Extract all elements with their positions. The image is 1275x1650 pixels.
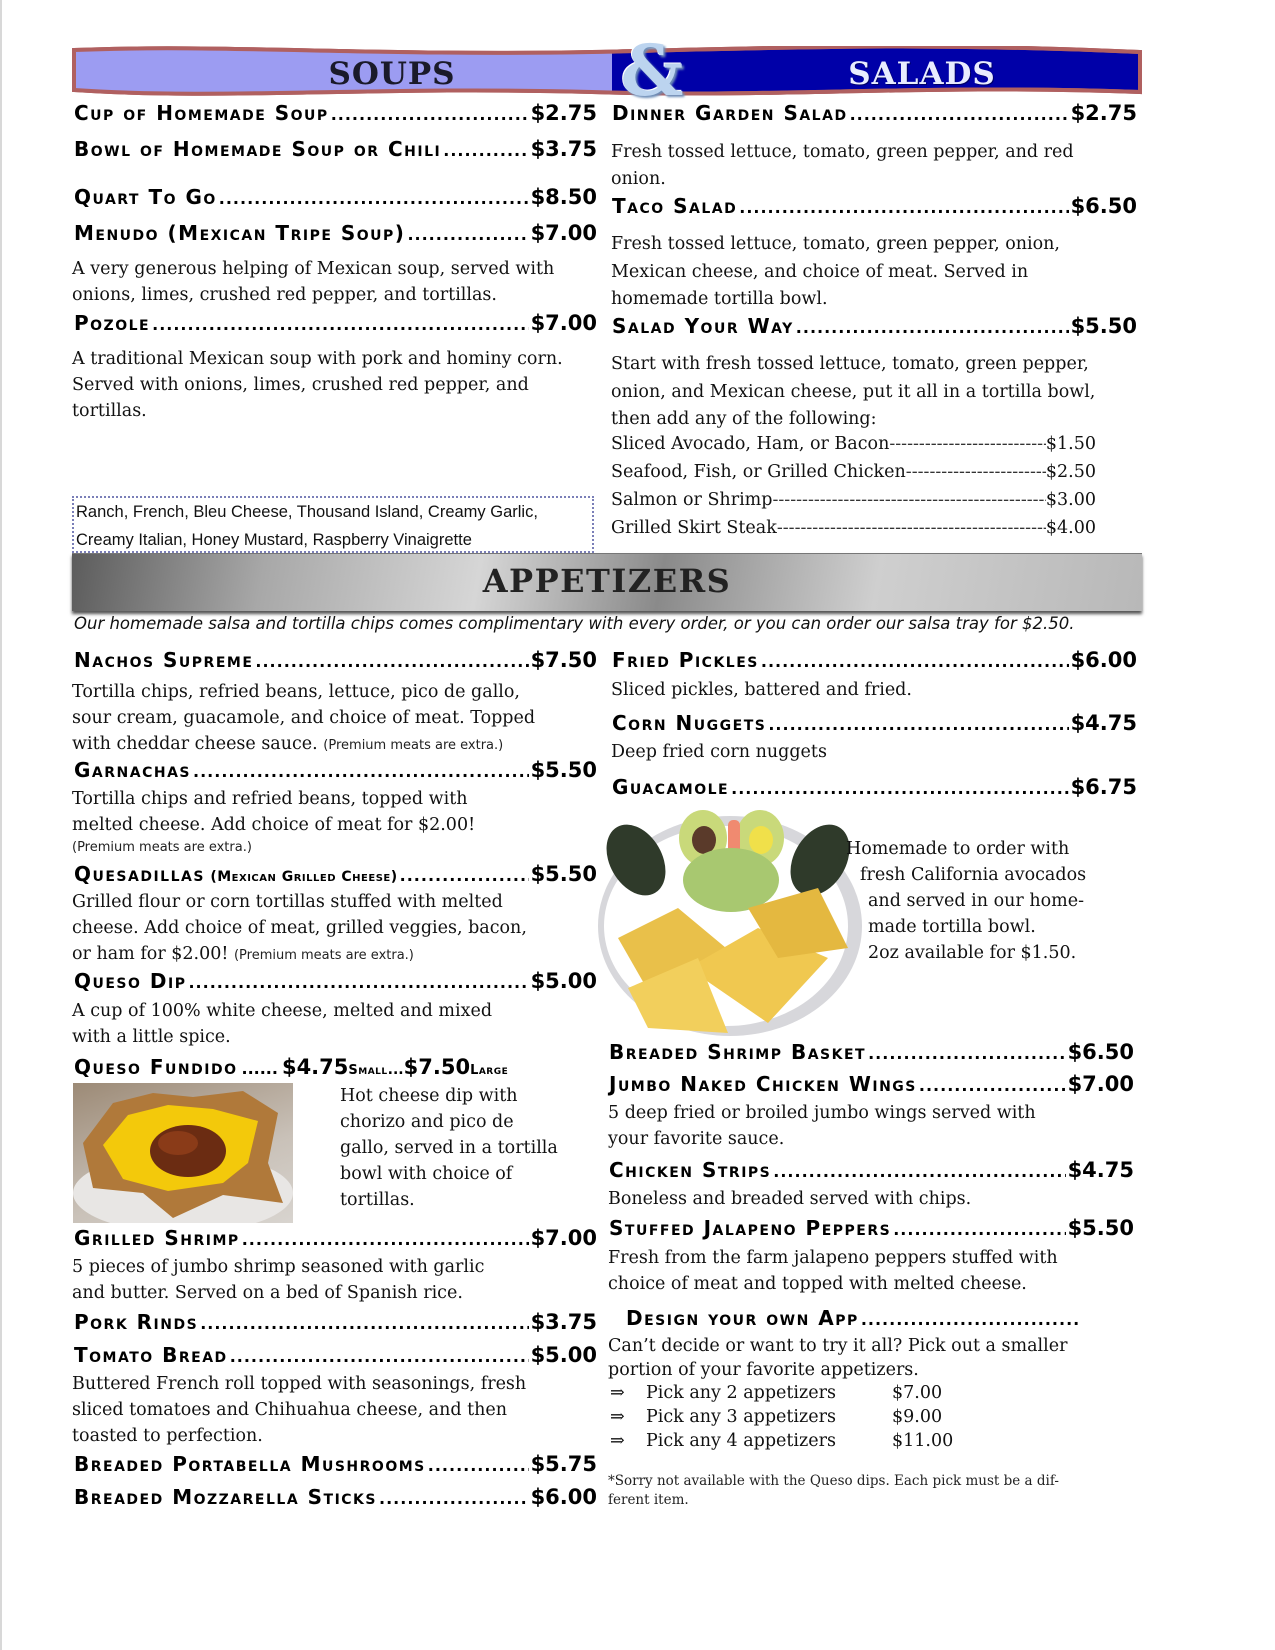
desc-line: Hot cheese dip with [340, 1086, 518, 1106]
addon-label: Salmon or Shrimp [611, 490, 773, 510]
item-name [74, 862, 398, 886]
menu-item-breaded-shrimp-basket [609, 1040, 1134, 1064]
menu-item-cup-soup [74, 101, 597, 125]
desc-line: sour cream, guacamole, and choice of meat. Topped [72, 708, 536, 728]
leader-dashes [777, 518, 1046, 538]
item-name: Cup of Homemade Soup [74, 101, 329, 125]
name-main: Quesadillas [74, 862, 205, 886]
desc-text: with cheddar cheese sauce. [72, 734, 324, 754]
pick-label: Pick any 4 appetizers [646, 1431, 836, 1451]
item-price: $3.75 [530, 1310, 597, 1334]
pick-option-2 [610, 1383, 942, 1403]
leader-dashes [889, 434, 1046, 454]
menu-item-taco-salad [612, 194, 1137, 218]
arrow-right-icon: ⇒ [610, 1407, 625, 1427]
leader-dots [379, 1489, 529, 1508]
desc-line: Buttered French roll topped with seasonings, fresh [72, 1374, 527, 1394]
desc-line: A cup of 100% white cheese, melted and mixed [72, 1001, 493, 1021]
dressing-line-2: Creamy Italian, Honey Mustard, Raspberry Vinaigrette [76, 531, 472, 549]
item-name: Grilled Shrimp [74, 1226, 240, 1250]
item-name: Tomato Bread [74, 1343, 228, 1367]
leader-dots [255, 652, 528, 671]
name-sub: (Mexican Grilled Cheese) [204, 869, 398, 885]
ampersand-graphic: & [620, 29, 684, 112]
item-description-garnachas [72, 786, 612, 838]
desc-line: Grilled flour or corn tortillas stuffed with melted [72, 892, 503, 912]
desc-line: tortillas. [340, 1190, 415, 1210]
pick-label: Pick any 2 appetizers [646, 1383, 836, 1403]
menu-item-chicken-strips [609, 1158, 1134, 1182]
appetizers-banner [72, 553, 1142, 611]
leader-dots [200, 1314, 528, 1333]
page-edge [0, 0, 2, 1650]
leader-dots [242, 1230, 529, 1249]
menu-item-garnachas [74, 758, 597, 782]
queso-fundido-photo [73, 1083, 293, 1223]
item-price: $5.50 [1070, 314, 1137, 338]
leader-dots [919, 1076, 1066, 1095]
item-name: Fried Pickles [612, 648, 759, 672]
pick-price: $9.00 [892, 1407, 943, 1427]
item-price: $7.00 [530, 311, 597, 335]
footnote-line: *Sorry not available with the Queso dips. Each pick must be a dif- [608, 1473, 1059, 1489]
menu-item-tomato-bread [74, 1343, 597, 1367]
item-name: Salad Your Way [612, 314, 794, 338]
addon-price: $2.50 [1045, 462, 1096, 482]
leader-dots [773, 1162, 1065, 1181]
item-price: $8.50 [530, 185, 597, 209]
item-price: $4.75 [1067, 1158, 1134, 1182]
menu-item-portabella-mushrooms [74, 1452, 597, 1476]
item-description-nachos [72, 679, 612, 759]
item-description-taco-salad: Fresh tossed lettuce, tomato, green pepper, onion, Mexican cheese, and choice of meat. Served in homemade tortilla bowl. [611, 234, 1060, 309]
design-app-footnote [608, 1472, 1148, 1510]
desc-line: portion of your favorite appetizers. [608, 1360, 919, 1380]
item-description-menudo: A very generous helping of Mexican soup, served with onions, limes, crushed red pepper, and tortillas. [72, 259, 555, 305]
item-description-quesadillas [72, 889, 612, 969]
item-description-queso-fundido [340, 1083, 600, 1213]
item-name: Guacamole [612, 775, 730, 799]
desc-line: choice of meat and topped with melted cheese. [608, 1274, 1027, 1294]
item-price: $6.00 [1070, 648, 1137, 672]
premium-note: (Premium meats are extra.) [323, 738, 504, 753]
leader-dots [407, 225, 528, 244]
size-small-label: Small [348, 1063, 388, 1078]
menu-item-design-your-own-app [626, 1306, 1082, 1330]
arrow-right-icon: ⇒ [610, 1383, 625, 1403]
item-description-corn-nuggets: Deep fried corn nuggets [611, 742, 827, 762]
item-name: Dinner Garden Salad [612, 101, 848, 125]
desc-line: fresh California avocados [860, 865, 1087, 885]
desc-line: made tortilla bowl. [868, 917, 1036, 937]
desc-line [72, 731, 612, 759]
addon-seafood-fish-chicken [611, 462, 1096, 482]
menu-item-menudo [74, 221, 597, 245]
item-price: $6.75 [1070, 775, 1137, 799]
menu-item-mozzarella-sticks [74, 1485, 597, 1509]
item-price: $5.00 [530, 969, 597, 993]
item-price: $7.00 [1067, 1072, 1134, 1096]
desc-text: or ham for $2.00! [72, 944, 234, 964]
premium-note: (Premium meats are extra.) [233, 948, 414, 963]
desc-line: toasted to perfection. [72, 1426, 263, 1446]
guacamole-photo [598, 808, 868, 1038]
item-price: $3.75 [530, 137, 597, 161]
pick-label: Pick any 3 appetizers [646, 1407, 836, 1427]
leader-dots [731, 779, 1068, 798]
menu-item-corn-nuggets [612, 711, 1137, 735]
menu-item-pozole [74, 311, 597, 335]
item-name: Queso Fundido [74, 1055, 238, 1079]
desc-line: with a little spice. [72, 1027, 231, 1047]
item-description-tomato-bread [72, 1371, 612, 1449]
footnote-line: ferent item. [608, 1492, 689, 1508]
leader-dots [796, 318, 1069, 337]
item-name: Stuffed Jalapeno Peppers [609, 1216, 892, 1240]
desc-line: 5 pieces of jumbo shrimp seasoned with garlic [72, 1257, 485, 1277]
leader-dots [893, 1220, 1065, 1239]
premium-note: (Premium meats are extra.) [72, 840, 252, 855]
arrow-right-icon: ⇒ [610, 1431, 625, 1451]
leader-dots [861, 1310, 1080, 1329]
leader-dots [739, 198, 1068, 217]
leader-dots [188, 973, 528, 992]
item-description-fried-pickles: Sliced pickles, battered and fried. [611, 680, 912, 700]
menu-item-queso-dip [74, 969, 597, 993]
item-name: Garnachas [74, 758, 191, 782]
desc-line: Homemade to order with [846, 839, 1070, 859]
item-price: $6.50 [1070, 194, 1137, 218]
item-name: Pozole [74, 311, 151, 335]
addon-label: Grilled Skirt Steak [611, 518, 777, 538]
menu-item-pork-rinds [74, 1310, 597, 1334]
soups-salads-banner [72, 29, 1202, 112]
menu-item-stuffed-jalapenos [609, 1216, 1134, 1240]
size-large-label: Large [470, 1063, 509, 1078]
item-name: Queso Dip [74, 969, 187, 993]
addon-price: $1.50 [1045, 434, 1096, 454]
leader-dots [443, 141, 528, 160]
guacamole-plate-image [598, 808, 868, 1038]
addon-salmon-shrimp [611, 490, 1096, 510]
item-price: $2.75 [530, 101, 597, 125]
salads-title: SALADS [848, 56, 996, 92]
desc-line: chorizo and pico de [340, 1112, 514, 1132]
desc-line: Can’t decide or want to try it all? Pick out a smaller [608, 1336, 1068, 1356]
item-price: $6.00 [530, 1485, 597, 1509]
price-small: $4.75 [281, 1055, 349, 1079]
item-price: $5.50 [530, 862, 597, 886]
addon-price: $3.00 [1045, 490, 1096, 510]
pick-price: $7.00 [892, 1383, 943, 1403]
leader-dashes [772, 490, 1045, 510]
leader-dots: ...... [241, 1059, 278, 1078]
item-name: Corn Nuggets [612, 711, 767, 735]
item-price: $5.00 [530, 1343, 597, 1367]
desc-line: and served in our home- [868, 891, 1085, 911]
addon-avocado-ham-bacon [611, 434, 1096, 454]
desc-line: Fresh from the farm jalapeno peppers stuffed with [608, 1248, 1058, 1268]
desc-line: cheese. Add choice of meat, grilled veggies, bacon, [72, 918, 527, 938]
item-name: Menudo (Mexican Tripe Soup) [74, 221, 406, 245]
addon-label: Sliced Avocado, Ham, or Bacon [611, 434, 890, 454]
item-name: Taco Salad [612, 194, 738, 218]
item-description-pozole: A traditional Mexican soup with pork and hominy corn. Served with onions, limes, crushed red pepper, and tortillas. [72, 349, 563, 421]
item-price: $7.50 [530, 648, 597, 672]
item-name: Breaded Portabella Mushrooms [74, 1452, 426, 1476]
item-price: $4.75 [1070, 711, 1137, 735]
item-description-garden-salad: Fresh tossed lettuce, tomato, green pepper, and red onion. [611, 142, 1074, 189]
leader-dots [230, 1347, 529, 1366]
item-name: Nachos Supreme [74, 648, 254, 672]
item-price: $6.50 [1067, 1040, 1134, 1064]
item-price: $7.00 [530, 221, 597, 245]
desc-line: 2oz available for $1.50. [868, 943, 1077, 963]
item-name: Quart To Go [74, 185, 217, 209]
desc-line: and butter. Served on a bed of Spanish rice. [72, 1283, 463, 1303]
item-name: Pork Rinds [74, 1310, 199, 1334]
menu-item-grilled-shrimp [74, 1226, 597, 1250]
item-description-grilled-shrimp [72, 1254, 612, 1306]
desc-line: Tortilla chips and refried beans, topped with [72, 789, 468, 809]
item-price: $5.50 [530, 758, 597, 782]
item-description-design-app [608, 1334, 1148, 1382]
desc-line: Tortilla chips, refried beans, lettuce, pico de gallo, [72, 682, 520, 702]
item-name: Jumbo Naked Chicken Wings [609, 1072, 917, 1096]
dressing-line-1: Ranch, French, Bleu Cheese, Thousand Island, Creamy Garlic, [76, 503, 538, 521]
item-price: $5.50 [1067, 1216, 1134, 1240]
dressing-options-box [72, 496, 594, 553]
menu-item-nachos-supreme [74, 648, 597, 672]
item-description-queso-dip [72, 998, 612, 1050]
desc-line: gallo, served in a tortilla [340, 1138, 558, 1158]
menu-item-chicken-wings [609, 1072, 1134, 1096]
leader-dashes [906, 462, 1046, 482]
leader-dots [868, 1044, 1065, 1063]
menu-item-salad-your-way [612, 314, 1137, 338]
item-name: Breaded Mozzarella Sticks [74, 1485, 377, 1509]
menu-item-queso-fundido [74, 1055, 604, 1079]
desc-line: 5 deep fried or broiled jumbo wings served with [608, 1103, 1036, 1123]
pick-option-3 [610, 1407, 942, 1427]
menu-item-fried-pickles [612, 648, 1137, 672]
addon-skirt-steak [611, 518, 1096, 538]
leader-dots [400, 866, 529, 885]
desc-line: bowl with choice of [340, 1164, 513, 1184]
desc-line: sliced tomatoes and Chihuahua cheese, and then [72, 1400, 508, 1420]
item-price: $2.75 [1070, 101, 1137, 125]
leader-dots [152, 315, 528, 334]
item-description-guacamole [846, 836, 1136, 966]
item-description-jalapenos [608, 1245, 1138, 1297]
desc-line: melted cheese. Add choice of meat for $2.00! [72, 815, 476, 835]
item-name: Bowl of Homemade Soup or Chili [74, 137, 442, 161]
item-price: $7.00 [530, 1226, 597, 1250]
leader-dots [850, 105, 1069, 124]
appetizers-title: APPETIZERS [482, 562, 732, 600]
menu-item-guacamole [612, 775, 1137, 799]
menu-item-bowl-soup [74, 137, 597, 161]
addon-label: Seafood, Fish, or Grilled Chicken [611, 462, 906, 482]
soups-title: SOUPS [328, 56, 456, 92]
leader-dots [193, 762, 529, 781]
leader-dots [428, 1456, 529, 1475]
pick-price: $11.00 [892, 1431, 954, 1451]
leader-dots [331, 105, 529, 124]
queso-bowl-image [73, 1083, 293, 1223]
menu-item-dinner-garden-salad [612, 101, 1137, 125]
desc-line [72, 941, 612, 969]
separator-dots: ... [387, 1062, 404, 1078]
menu-item-quart-to-go [74, 185, 597, 209]
item-name: Chicken Strips [609, 1158, 772, 1182]
desc-line: your favorite sauce. [608, 1129, 785, 1149]
item-name: Design your own App [626, 1306, 859, 1330]
menu-item-quesadillas [74, 862, 597, 886]
leader-dots [768, 715, 1068, 734]
leader-dots [219, 189, 529, 208]
price-large: $7.50 [403, 1055, 471, 1079]
addon-price: $4.00 [1045, 518, 1096, 538]
leader-dots [761, 652, 1069, 671]
item-description-wings [608, 1100, 1138, 1152]
appetizers-tagline: Our homemade salsa and tortilla chips comes complimentary with every order, or you can order our salsa tray for $2.50. [74, 614, 1075, 633]
item-description-chicken-strips: Boneless and breaded served with chips. [608, 1189, 972, 1209]
pick-option-4 [610, 1431, 953, 1451]
item-price: $5.75 [530, 1452, 597, 1476]
item-description-salad-your-way: Start with fresh tossed lettuce, tomato, green pepper, onion, and Mexican cheese, put it all in a tortilla bowl, then add any of the following: [611, 354, 1096, 429]
item-name: Breaded Shrimp Basket [609, 1040, 867, 1064]
